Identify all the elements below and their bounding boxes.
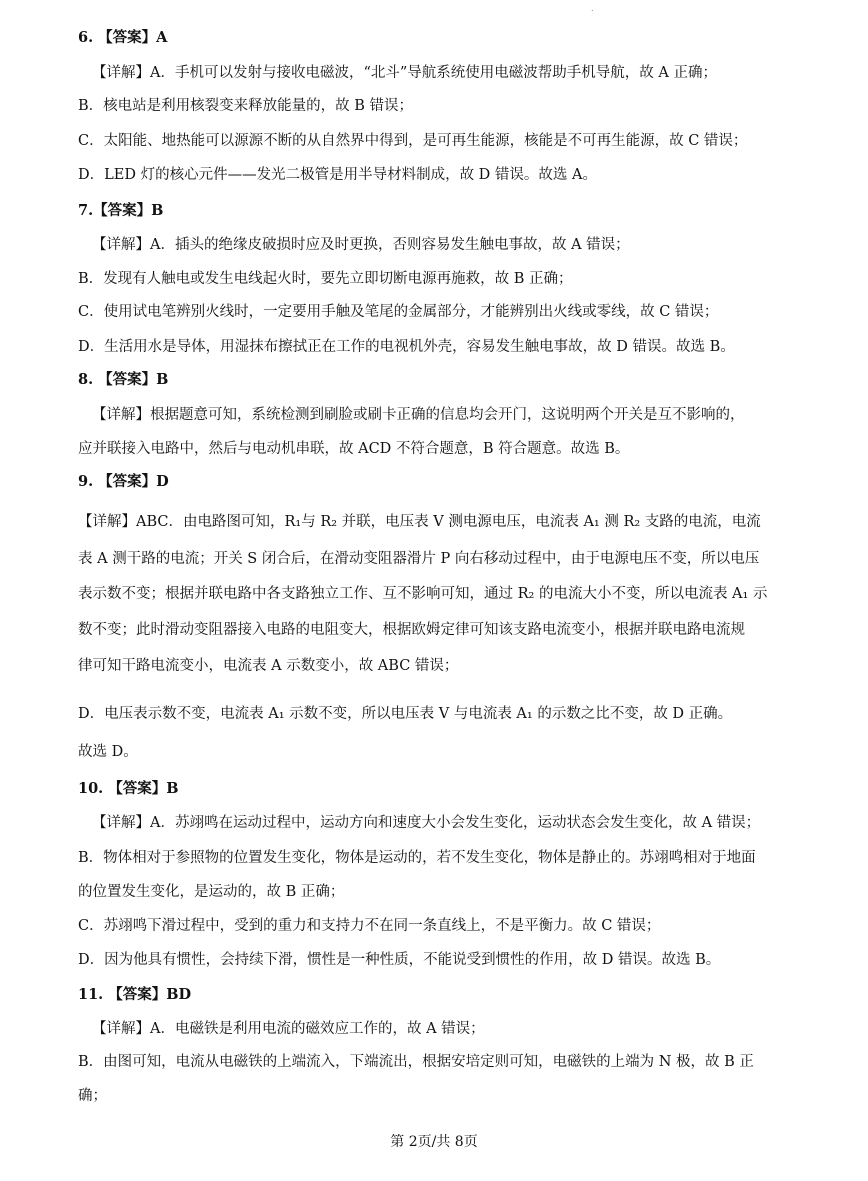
- text-line: D．电压表示数不变，电流表 A₁ 示数不变，所以电压表 V 与电流表 A₁ 的示数之比不变，故 D 正确。: [78, 706, 733, 722]
- text-line: 【详解】A．电磁铁是利用电流的磁效应工作的，故 A 错误；: [92, 1021, 485, 1037]
- text-line: 表 A 测干路的电流；开关 S 闭合后，在滑动变阻器滑片 P 向右移动过程中，由于电源电压不变，所以电压: [78, 551, 760, 567]
- answer-heading: 9. 【答案】D: [78, 473, 169, 490]
- text-line: 数不变；此时滑动变阻器接入电路的电阻变大，根据欧姆定律可知该支路电流变小，根据并联电路电流规: [78, 622, 745, 638]
- answer-heading: 8. 【答案】B: [78, 371, 169, 388]
- text-line: 【详解】根据题意可知，系统检测到刷脸或刷卡正确的信息均会开门，这说明两个开关是互不影响的，: [92, 407, 745, 423]
- text-line: 【详解】ABC．由电路图可知，R₁与 R₂ 并联，电压表 V 测电源电压，电流表 A₁ 测 R₂ 支路的电流，电流: [78, 514, 761, 530]
- text-line: 【详解】A．苏翊鸣在运动过程中，运动方向和速度大小会发生变化，运动状态会发生变化，故 A 错误；: [92, 815, 761, 831]
- text-line: C．使用试电笔辨别火线时，一定要用手触及笔尾的金属部分，才能辨别出火线或零线，故 C 错误；: [78, 304, 719, 320]
- text-line: B．发现有人触电或发生电线起火时，要先立即切断电源再施救，故 B 正确；: [78, 271, 573, 287]
- text-line: D．生活用水是导体，用湿抹布擦拭正在工作的电视机外壳，容易发生触电事故，故 D 错误。故选 B。: [78, 339, 735, 355]
- page-footer: 第 2页/共 8页: [390, 1134, 478, 1150]
- text-line: 【详解】A．插头的绝缘皮破损时应及时更换，否则容易发生触电事故，故 A 错误；: [92, 237, 630, 253]
- answer-heading: 6. 【答案】A: [78, 29, 168, 46]
- text-line: C．太阳能、地热能可以源源不断的从自然界中得到，是可再生能源，核能是不可再生能源，故 C 错误；: [78, 133, 748, 149]
- text-line: D．LED 灯的核心元件——发光二极管是用半导材料制成，故 D 错误。故选 A。: [78, 167, 597, 183]
- text-line: 应并联接入电路中，然后与电动机串联，故 ACD 不符合题意，B 符合题意。故选 B。: [78, 441, 630, 457]
- text-line: 故选 D。: [78, 744, 138, 760]
- text-line: B．由图可知，电流从电磁铁的上端流入，下端流出，根据安培定则可知，电磁铁的上端为 N 极，故 B 正: [78, 1054, 754, 1070]
- text-line: 律可知干路电流变小，电流表 A 示数变小，故 ABC 错误；: [78, 658, 459, 674]
- answer-heading: 7.【答案】B: [78, 202, 164, 219]
- answer-heading: 10. 【答案】B: [78, 780, 179, 797]
- corner-mark: .: [591, 4, 594, 13]
- text-line: 【详解】A．手机可以发射与接收电磁波，“北斗”导航系统使用电磁波帮助手机导航，故 A 正确；: [92, 65, 717, 81]
- text-line: B．物体相对于参照物的位置发生变化，物体是运动的，若不发生变化，物体是静止的。苏翊鸣相对于地面: [78, 850, 756, 866]
- text-line: 的位置发生变化，是运动的，故 B 正确；: [78, 884, 345, 900]
- text-line: D．因为他具有惯性，会持续下滑，惯性是一种性质，不能说受到惯性的作用，故 D 错误。故选 B。: [78, 952, 721, 968]
- text-line: 确；: [78, 1088, 107, 1104]
- text-line: B．核电站是利用核裂变来释放能量的，故 B 错误；: [78, 98, 414, 114]
- text-line: 表示数不变；根据并联电路中各支路独立工作、互不影响可知，通过 R₂ 的电流大小不变，所以电流表 A₁ 示: [78, 586, 768, 602]
- text-line: C．苏翊鸣下滑过程中，受到的重力和支持力不在同一条直线上，不是平衡力。故 C 错误；: [78, 918, 661, 934]
- answer-heading: 11. 【答案】BD: [78, 986, 192, 1003]
